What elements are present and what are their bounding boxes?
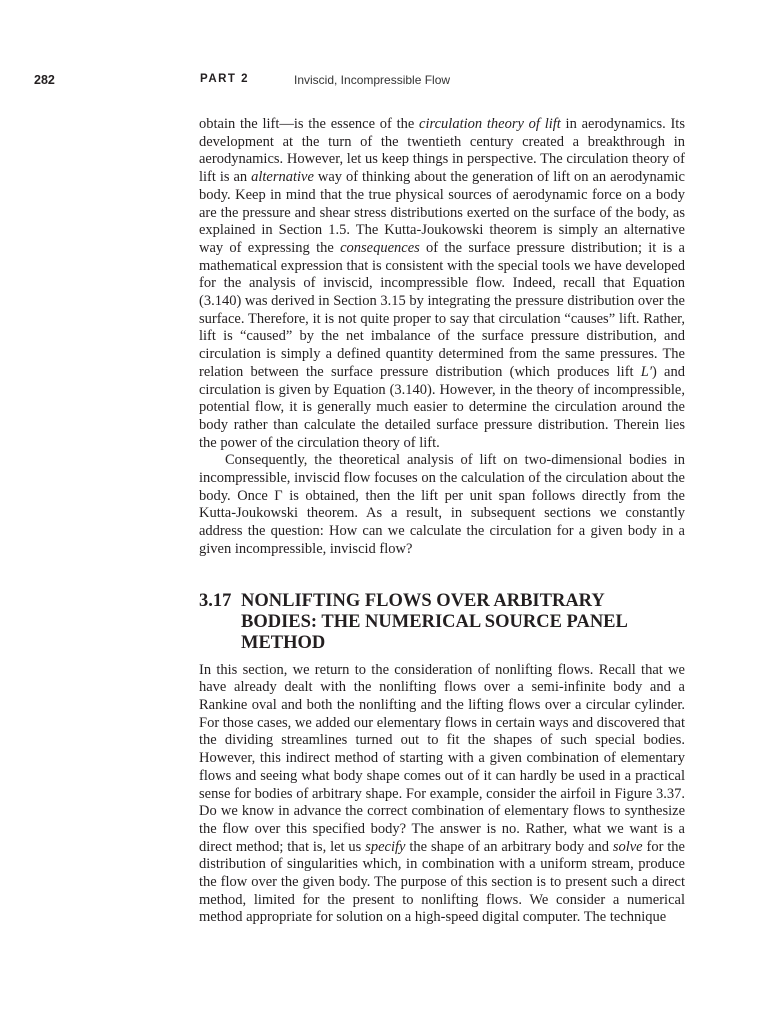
body-text-bottom bbox=[199, 662, 685, 928]
italic-text: consequences bbox=[340, 239, 420, 256]
text-run: in aerodynamics. Its development at the turn of the twentieth century created a breakthrough in aerodynamics. However, let us keep things in perspective. The circulation theory of lift is an bbox=[199, 116, 685, 186]
section-number: 3.17 bbox=[199, 590, 232, 611]
text-run: obtain the lift—is the essence of the bbox=[199, 116, 420, 132]
page-body bbox=[199, 116, 685, 927]
running-header bbox=[34, 73, 734, 93]
paragraph bbox=[199, 452, 685, 558]
italic-text: specify bbox=[365, 838, 406, 855]
text-run: In this section, we return to the consideration of nonlifting flows. Recall that we have already dealt with the nonlifting flows over a semi-infinite body and a Rankine oval and both the nonlifting and the lifting flows over a circular cylinder. For those cases, we added our elementary flows in certain ways and discovered that the dividing streamlines turned out to fit the shapes of such special bodies. However, this indirect method of starting with a given combination of elementary flows and seeing what body shape comes out of it can hardly be used in a practical sense for bodies of arbitrary shape. For example, consider the airfoil in Figure 3.37. Do we know in advance the correct combination of elementary flows to synthesize the flow over this specified body? The answer is no. Rather, what we want is a direct method; that is, let us bbox=[199, 661, 685, 855]
section-heading bbox=[199, 591, 685, 654]
text-run: way of thinking about the generation of lift on an aerodynamic body. Keep in mind that the true physical sources of aerodynamic force on a body are the pressure and shear stress distributions exerted on the surface of the body, as explained in Section 1.5. The Kutta-Joukowski theorem is simply an alternative way of expressing the bbox=[199, 169, 685, 256]
text-run: ) and circulation is given by Equation (3.140). However, in the theory of incompressible, potential flow, it is generally much easier to determine the circulation around the body rather than calculate the detailed surface pressure distribution. Therein lies the power of the circulation theory of lift. bbox=[199, 363, 685, 451]
italic-text: L′ bbox=[640, 363, 653, 380]
text-run: the shape of an arbitrary body and bbox=[405, 838, 613, 855]
body-text-top bbox=[199, 116, 685, 559]
page-number: 282 bbox=[34, 73, 55, 87]
paragraph bbox=[199, 662, 685, 928]
italic-text: solve bbox=[612, 838, 643, 855]
text-run: Consequently, the theoretical analysis of lift on two-dimensional bodies in incompressible, inviscid flow focuses on the calculation of the circulation about the body. Once Γ is obtained, then the lift per unit span follows directly from the Kutta-Joukowski theorem. As a result, in subsequent sections we constantly address the question: How can we calculate the circulation for a given body in a given incompressible, inviscid flow? bbox=[199, 452, 685, 557]
paragraph bbox=[199, 116, 685, 452]
text-run: for the distribution of singularities which, in combination with a uniform stream, produce the flow over the given body. The purpose of this section is to present such a direct method, limited for the present to nonlifting flows. We consider a numerical method appropriate for solution on a high-speed digital computer. The technique bbox=[199, 838, 685, 926]
italic-text: circulation theory of lift bbox=[419, 116, 561, 132]
part-title: Inviscid, Incompressible Flow bbox=[294, 73, 451, 87]
text-run: of the surface pressure distribution; it is a mathematical expression that is consistent with the special tools we have developed for the analysis of inviscid, incompressible flow. Indeed, recall that Equation (3.140) was derived in Section 3.15 by integrating the pressure distribution over the surface. Therefore, it is not quite proper to say that circulation “causes” lift. Rather, lift is “caused” by the net imbalance of the surface pressure distribution, and circulation is simply a defined quantity determined from the same pressures. The relation between the surface pressure distribution (which produces lift bbox=[199, 239, 685, 380]
section-title: NONLIFTING FLOWS OVER ARBITRARY BODIES: THE NUMERICAL SOURCE PANEL METHOD bbox=[241, 590, 627, 653]
italic-text: alternative bbox=[251, 169, 314, 186]
part-label: PART 2 bbox=[200, 73, 250, 85]
